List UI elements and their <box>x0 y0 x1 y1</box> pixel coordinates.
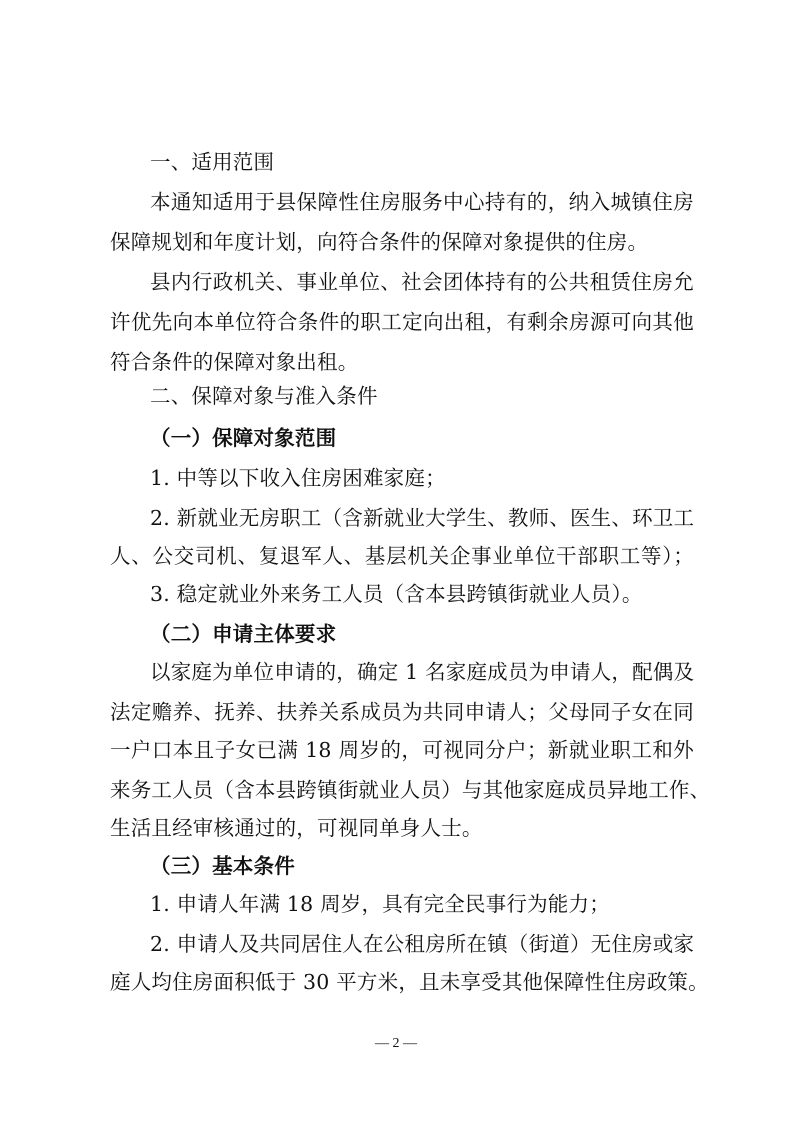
sub2-para-line3: 一户口本且子女已满 18 周岁的，可视同分户；新就业职工和外 <box>110 738 694 762</box>
sub1-heading: （一）保障对象范围 <box>150 426 337 450</box>
sub2-para-line1: 以家庭为单位申请的，确定 1 名家庭成员为申请人，配偶及 <box>150 660 695 684</box>
sub2-heading: （二）申请主体要求 <box>150 622 337 646</box>
section1-heading: 一、适用范围 <box>150 150 275 174</box>
section1-para1-line2: 保障规划和年度计划，向符合条件的保障对象提供的住房。 <box>110 230 649 254</box>
section1-para2-line3: 符合条件的保障对象出租。 <box>110 350 359 374</box>
sub1-item2-line2: 人、公交司机、复退军人、基层机关企事业单位干部职工等）； <box>110 544 694 568</box>
sub3-item2-line1: 2. 申请人及共同居住人在公租房所在镇（街道）无住房或家 <box>150 932 695 956</box>
section1-para2-line2: 许优先向本单位符合条件的职工定向出租，有剩余房源可向其他 <box>110 310 694 334</box>
section2-heading: 二、保障对象与准入条件 <box>150 384 378 408</box>
sub2-para-line5: 生活且经审核通过的，可视同单身人士。 <box>110 816 483 840</box>
sub1-item1: 1. 中等以下收入住房困难家庭； <box>150 466 446 490</box>
section1-para1-line1: 本通知适用于县保障性住房服务中心持有的，纳入城镇住房 <box>150 190 694 214</box>
section1-para2-line1: 县内行政机关、事业单位、社会团体持有的公共租赁住房允 <box>150 270 694 294</box>
sub3-item2-line2: 庭人均住房面积低于 30 平方米，且未享受其他保障性住房政策。 <box>110 970 709 994</box>
page-number: — 2 — <box>375 1036 417 1051</box>
sub2-para-line2: 法定赡养、抚养、扶养关系成员为共同申请人；父母同子女在同 <box>110 700 694 724</box>
sub1-item2-line1: 2. 新就业无房职工（含新就业大学生、教师、医生、环卫工 <box>150 506 695 530</box>
sub2-para-line4: 来务工人员（含本县跨镇街就业人员）与其他家庭成员异地工作、 <box>110 778 711 802</box>
sub3-heading: （三）基本条件 <box>150 854 295 878</box>
sub1-item3: 3. 稳定就业外来务工人员（含本县跨镇街就业人员）。 <box>150 582 643 606</box>
sub3-item1: 1. 申请人年满 18 周岁，具有完全民事行为能力； <box>150 892 610 916</box>
